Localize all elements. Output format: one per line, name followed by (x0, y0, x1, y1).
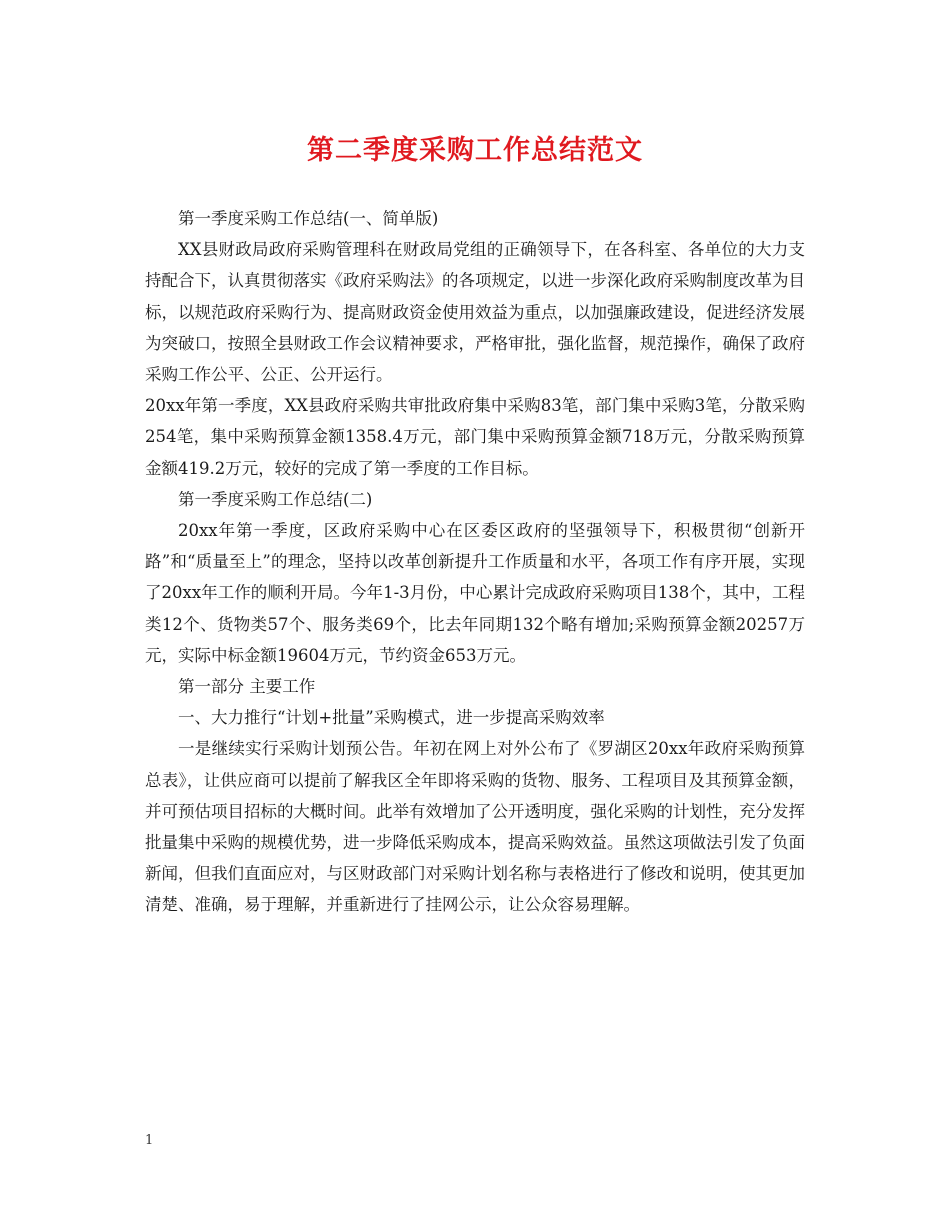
paragraph-4: 第一季度采购工作总结(二) (178, 489, 373, 509)
document-body (145, 203, 805, 921)
paragraph-6: 一是继续实行采购计划预公告。年初在网上对外公布了《罗湖区20xx年政府采购预算总表》，让供应商可以提前了解我区全年即将采购的货物、服务、工程项目及其预算金额，并可预估项目招标的大概时间。此举有效增加了公开透明度，强化采购的计划性，充分发挥批量集中采购的规模优势，进一步降低采购成本，提高采购效益。虽然这项做法引发了负面新闻，但我们直面应对，与区财政部门对采购计划名称与表格进行了修改和说明，使其更加清楚、准确，易于理解，并重新进行了挂网公示，让公众容易理解。 (145, 739, 805, 915)
section-heading: 第一部分 主要工作 (178, 677, 316, 697)
paragraph-5: 20xx年第一季度，区政府采购中心在区委区政府的坚强领导下，积极贯彻“创新开路”和“质量至上”的理念，坚持以改革创新提升工作质量和水平，各项工作有序开展，实现了20xx年工作的顺利开局。今年1-3月份，中心累计完成政府采购项目138个，其中，工程类12个、货物类57个、服务类69个，比去年同期132个略有增加;采购预算金额20257万元，实际中标金额19604万元，节约资金653万元。 (145, 521, 805, 665)
paragraph-1: 第一季度采购工作总结(一、简单版) (178, 209, 439, 228)
subsection-heading: 一、大力推行“计划+批量”采购模式，进一步提高采购效率 (178, 708, 605, 728)
document-title: 第二季度采购工作总结范文 (307, 135, 643, 166)
paragraph-2: XX县财政局政府采购管理科在财政局党组的正确领导下，在各科室、各单位的大力支持配合下，认真贯彻落实《政府采购法》的各项规定，以进一步深化政府采购制度改革为目标，以规范政府采购行为、提高财政资金使用效益为重点，以加强廉政建设，促进经济发展为突破口，按照全县财政工作会议精神要求，严格审批，强化监督，规范操作，确保了政府采购工作公平、公正、公开运行。 (145, 240, 805, 385)
page-number: 1 (145, 1133, 154, 1148)
paragraph-3: 20xx年第一季度，XX县政府采购共审批政府集中采购83笔，部门集中采购3笔，分散采购254笔，集中采购预算金额1358.4万元，部门集中采购预算金额718万元，分散采购预算金额419.2万元，较好的完成了第一季度的工作目标。 (145, 396, 805, 478)
